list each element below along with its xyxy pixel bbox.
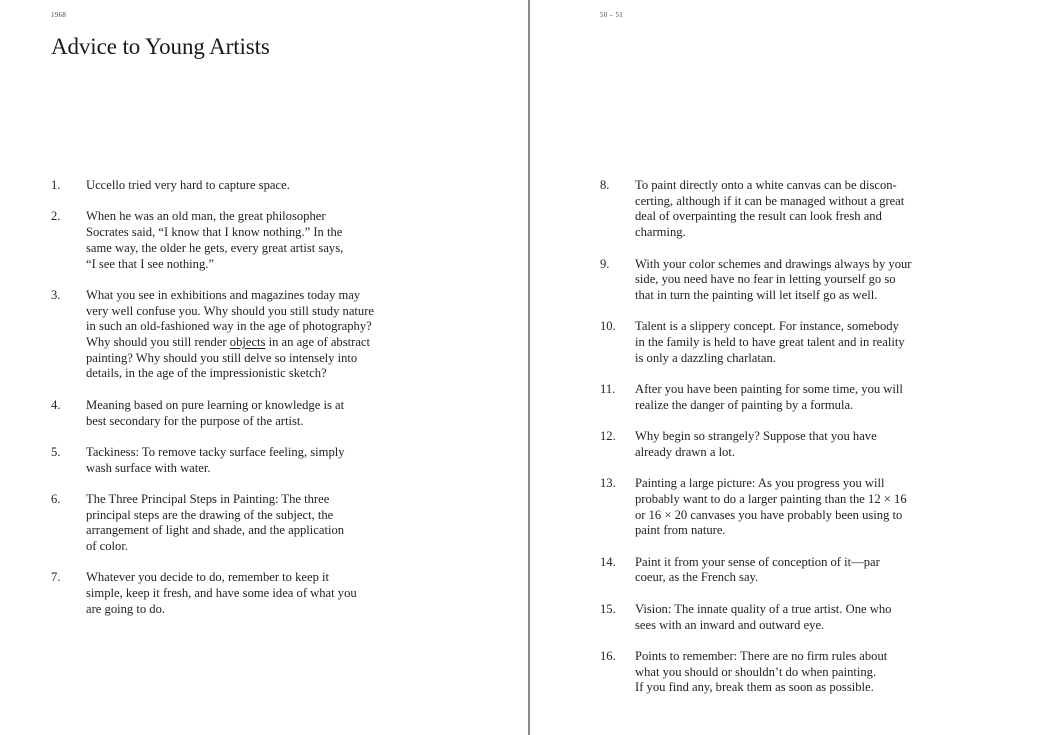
list-item bbox=[600, 257, 930, 304]
list-item bbox=[51, 445, 381, 476]
item-text: Paint it from your sense of conception of it—par coeur, as the French say. bbox=[635, 554, 880, 585]
item-number: 1. bbox=[51, 178, 61, 192]
item-text: To paint directly onto a white canvas can be discon- certing, although if it can be managed without a great deal of overpainting the result can look fresh and charming. bbox=[635, 178, 905, 240]
item-number: 4. bbox=[51, 397, 61, 412]
item-text: The Three Principal Steps in Painting: The three principal steps are the drawing of the subject, the arrangement of light and shade, and the application of color. bbox=[86, 491, 345, 554]
list-item bbox=[51, 288, 381, 382]
item-text: Points to remember: There are no firm rules about what you should or shouldn’t do when painting. If you find any, break them as soon as possible. bbox=[635, 648, 888, 695]
item-text bbox=[86, 288, 376, 382]
item-text: Uccello tried very hard to capture space. bbox=[86, 178, 290, 192]
left-page bbox=[0, 0, 529, 735]
list-item bbox=[600, 649, 930, 696]
advice-list-left bbox=[51, 178, 381, 633]
list-item bbox=[51, 178, 381, 194]
item-number: 8. bbox=[600, 178, 610, 192]
list-item bbox=[51, 570, 381, 617]
item-number: 14. bbox=[600, 554, 616, 569]
item-number: 15. bbox=[600, 601, 616, 616]
item-number: 7. bbox=[51, 570, 61, 585]
page-title: Advice to Young Artists bbox=[51, 34, 270, 59]
item-text-before: What you see in exhibitions and magazines today may very well confuse you. Why should you still study nature in such an old-fashioned way in the age of photography? Why should you still render bbox=[86, 287, 374, 349]
right-page bbox=[531, 0, 1059, 735]
list-item bbox=[600, 429, 930, 460]
item-text: Meaning based on pure learning or knowledge is at best secondary for the purpose of the artist. bbox=[86, 397, 345, 428]
item-text: With your color schemes and drawings always by your side, you need have no fear in letting yourself go so that in turn the painting will let itself go as well. bbox=[635, 256, 912, 302]
list-item bbox=[51, 492, 381, 555]
item-number: 11. bbox=[600, 382, 616, 397]
item-number: 10. bbox=[600, 319, 616, 334]
item-text: Talent is a slippery concept. For instance, somebody in the family is held to have great talent and in reality is only a dazzling charlatan. bbox=[635, 319, 905, 365]
item-text: When he was an old man, the great philosopher Socrates said, “I know that I know nothing.” In the same way, the older he gets, every great artist says, “I see that I see nothing.” bbox=[86, 209, 344, 271]
list-item bbox=[600, 602, 930, 633]
item-number: 6. bbox=[51, 491, 61, 506]
list-item bbox=[600, 555, 930, 586]
item-number: 9. bbox=[600, 256, 610, 271]
page-gutter-divider bbox=[528, 0, 530, 735]
item-text: Tackiness: To remove tacky surface feeling, simply wash surface with water. bbox=[86, 444, 345, 475]
item-text: After you have been painting for some time, you will realize the danger of painting by a formula. bbox=[635, 382, 903, 412]
item-text: Painting a large picture: As you progress you will probably want to do a larger painting than the 12 × 16 or 16 × 20 canvases you have probably been using to paint from nature. bbox=[635, 476, 907, 538]
item-number: 12. bbox=[600, 429, 616, 444]
item-text: Whatever you decide to do, remember to keep it simple, keep it fresh, and have some idea of what you are going to do. bbox=[86, 570, 357, 616]
list-item bbox=[51, 209, 381, 272]
underlined-word: objects bbox=[229, 335, 266, 349]
item-text: Why begin so strangely? Suppose that you have already drawn a lot. bbox=[635, 429, 877, 459]
list-item bbox=[600, 382, 930, 413]
item-number: 5. bbox=[51, 444, 61, 459]
list-item bbox=[600, 476, 930, 539]
item-number: 16. bbox=[600, 648, 616, 663]
running-head-year: 1968 bbox=[51, 11, 67, 19]
list-item bbox=[600, 178, 930, 241]
item-text-after: in an age of abstract painting? Why should you still delve so intensely into details, in the age of the impressionistic sketch? bbox=[86, 335, 371, 381]
page-numbers: 50 – 51 bbox=[600, 11, 624, 19]
item-number: 3. bbox=[51, 287, 61, 302]
list-item bbox=[51, 398, 381, 429]
advice-list-right bbox=[600, 178, 930, 712]
item-number: 13. bbox=[600, 476, 616, 491]
item-text: Vision: The innate quality of a true artist. One who sees with an inward and outward eye. bbox=[635, 601, 892, 632]
list-item bbox=[600, 319, 930, 366]
item-number: 2. bbox=[51, 209, 61, 224]
